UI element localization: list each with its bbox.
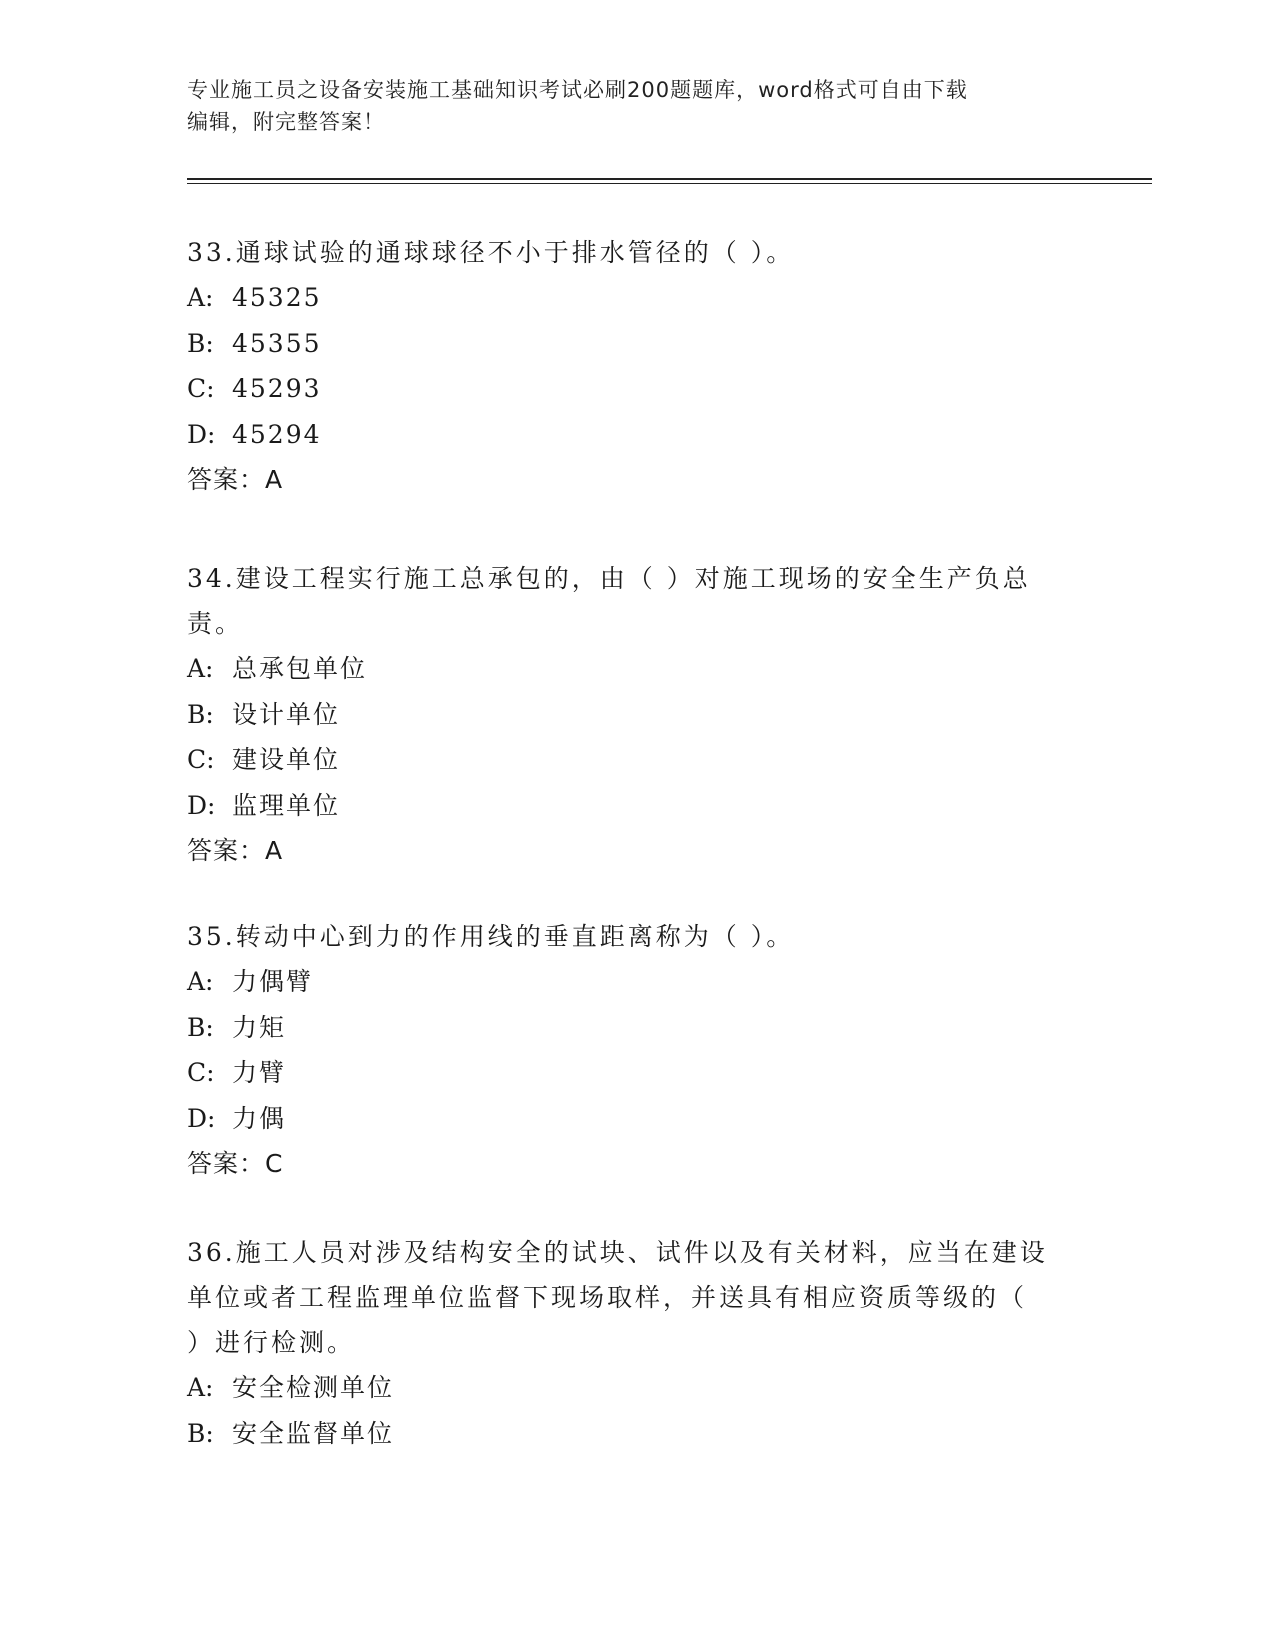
option-a: A: 力偶臂 (187, 967, 314, 996)
option-a: A: 45325 (187, 283, 322, 312)
option-d: D: 45294 (187, 419, 322, 449)
option-b: B: 安全监督单位 (187, 1418, 395, 1448)
option-d: D: 监理单位 (187, 790, 341, 820)
header-divider-thin (187, 183, 1152, 184)
question-stem-line-2: 单位或者工程监理单位监督下现场取样，并送具有相应资质等级的（ (187, 1283, 1028, 1312)
answer: 答案：A (187, 465, 284, 494)
question-36 (187, 1230, 1087, 1456)
option-c: C: 建设单位 (187, 745, 341, 774)
question-stem: 33.通球试验的通球球径不小于排水管径的（ ）。 (187, 238, 795, 267)
option-c: C: 力臂 (187, 1058, 287, 1087)
question-stem-line-2: 责。 (187, 609, 244, 638)
option-c: C: 45293 (187, 374, 322, 403)
header-line-1: 专业施工员之设备安装施工基础知识考试必刷200题题库，word格式可自由下载 (187, 78, 968, 102)
answer: 答案：A (187, 836, 284, 865)
header-divider (187, 178, 1152, 180)
document-header (187, 74, 1087, 138)
question-stem-line-1: 34.建设工程实行施工总承包的，由（ ）对施工现场的安全生产负总 (187, 564, 1031, 593)
answer: 答案：C (187, 1149, 284, 1178)
question-stem: 35.转动中心到力的作用线的垂直距离称为（ ）。 (187, 922, 795, 951)
question-stem-line-3: ）进行检测。 (187, 1328, 356, 1357)
option-a: A: 安全检测单位 (187, 1373, 395, 1402)
question-stem-line-1: 36.施工人员对涉及结构安全的试块、试件以及有关材料，应当在建设 (187, 1238, 1048, 1267)
question-35 (187, 914, 1087, 1186)
option-d: D: 力偶 (187, 1103, 287, 1133)
header-line-2: 编辑，附完整答案！ (187, 110, 385, 134)
option-a: A: 总承包单位 (187, 654, 368, 683)
question-33 (187, 230, 1087, 502)
option-b: B: 力矩 (187, 1012, 287, 1042)
option-b: B: 45355 (187, 328, 322, 358)
option-b: B: 设计单位 (187, 699, 341, 729)
question-34 (187, 556, 1087, 873)
